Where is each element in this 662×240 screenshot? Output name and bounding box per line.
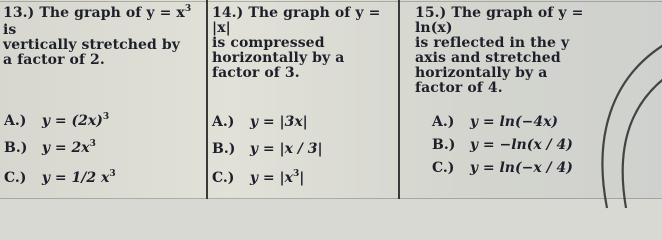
question-13-line-1: The graph of y = x <box>39 5 185 21</box>
question-14-option-c-superscript: 3 <box>292 169 300 179</box>
question-13-option-b-label: B.) <box>4 140 28 156</box>
question-14-option-b <box>212 141 323 157</box>
question-14-option-a <box>212 114 308 130</box>
question-13-option-c <box>4 170 116 186</box>
question-14-option-a-expression: y = |3x| <box>249 114 308 130</box>
question-15-line-5: factor of 4. <box>415 80 503 96</box>
question-13-line-3: a factor of 2. <box>3 52 105 68</box>
question-15-option-c-expression: y = ln(−x / 4) <box>469 160 573 176</box>
question-15-number: 15.) <box>415 5 447 21</box>
column-divider-13-14 <box>206 0 208 199</box>
question-15-option-b-expression: y = −ln(x / 4) <box>469 137 573 153</box>
question-13-line-2: vertically stretched by <box>3 37 181 53</box>
question-15-option-a-label: A.) <box>432 114 455 130</box>
edge-curve-lines <box>582 36 662 211</box>
question-13 <box>0 0 203 199</box>
question-14-option-c-label: C.) <box>212 170 235 186</box>
question-13-option-c-label: C.) <box>4 170 27 186</box>
question-15-line-4: horizontally by a <box>415 65 548 81</box>
question-14-line-2: is compressed <box>212 35 325 51</box>
question-15-line-3: axis and stretched <box>415 50 561 66</box>
question-14-option-b-label: B.) <box>212 141 236 157</box>
question-13-option-a-expression: y = (2x) <box>41 113 103 129</box>
question-15-line-1: The graph of y = ln(x) <box>415 5 584 36</box>
question-13-option-a <box>4 113 109 129</box>
question-13-option-a-label: A.) <box>4 113 27 129</box>
question-15-option-c <box>432 160 573 176</box>
question-15-option-a-expression: y = ln(−4x) <box>469 114 559 130</box>
question-13-prompt <box>3 6 201 68</box>
question-14-option-c <box>212 170 304 186</box>
question-14-option-b-expression: y = |x / 3| <box>249 141 323 157</box>
question-14 <box>209 0 395 199</box>
question-15-option-a <box>432 114 558 130</box>
question-13-number: 13.) <box>3 5 35 21</box>
question-13-line-1-superscript: 3 <box>184 4 192 14</box>
question-15-line-2: is reflected in the y <box>415 35 570 51</box>
question-14-line-4: factor of 3. <box>212 65 300 81</box>
question-13-option-c-superscript: 3 <box>109 169 116 179</box>
question-14-line-3: horizontally by a <box>212 50 345 66</box>
question-13-option-b <box>4 140 96 156</box>
question-14-number: 14.) <box>212 5 244 21</box>
question-14-option-c-tail: | <box>299 170 305 186</box>
question-13-option-a-superscript: 3 <box>102 112 110 122</box>
question-13-option-c-expression: y = 1/2 x <box>41 170 110 186</box>
question-14-line-1: The graph of y = |x| <box>212 5 381 36</box>
question-15-option-c-label: C.) <box>432 160 455 176</box>
question-15-option-b-label: B.) <box>432 137 456 153</box>
column-divider-14-15 <box>398 0 400 199</box>
question-13-option-b-superscript: 3 <box>89 139 96 149</box>
question-14-prompt <box>212 6 392 81</box>
question-14-option-a-label: A.) <box>212 114 235 130</box>
question-13-line-1-tail: is <box>3 22 17 38</box>
question-13-option-b-expression: y = 2x <box>41 140 90 156</box>
question-15-option-b <box>432 137 573 153</box>
question-14-option-c-expression: y = |x <box>249 170 293 186</box>
